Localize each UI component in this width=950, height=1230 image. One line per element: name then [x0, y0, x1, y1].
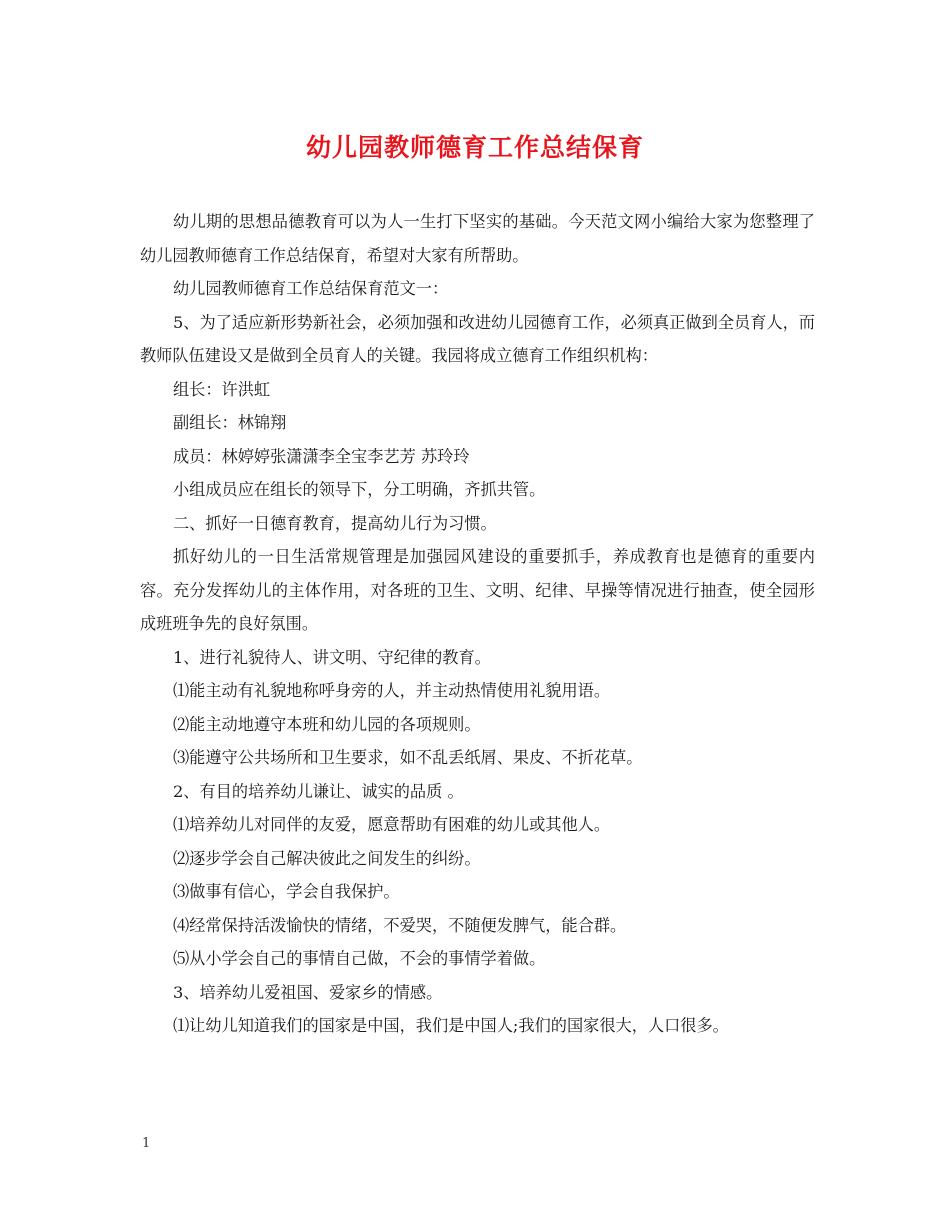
paragraph: 抓好幼儿的一日生活常规管理是加强园风建设的重要抓手，养成教育也是德育的重要内容。充分发挥幼儿的主体作用，对各班的卫生、文明、纪律、早操等情况进行抽查，使全园形成班班争先的良好氛围。	[140, 547, 815, 633]
paragraph: ⑵能主动地遵守本班和幼儿园的各项规则。	[173, 714, 481, 734]
paragraph: ⑵逐步学会自己解决彼此之间发生的纠纷。	[173, 848, 481, 868]
paragraph: ⑴培养幼儿对同伴的友爱，愿意帮助有困难的幼儿或其他人。	[173, 815, 611, 834]
paragraph: 1、进行礼貌待人、讲文明、守纪律的教育。	[173, 647, 491, 667]
paragraph: 成员：林婷婷张潇潇李全宝李艺芳 苏玲玲	[173, 446, 470, 466]
paragraph: ⑴能主动有礼貌地称呼身旁的人，并主动热情使用礼貌用语。	[173, 681, 611, 700]
paragraph: ⑸从小学会自己的事情自己做，不会的事情学着做。	[173, 949, 546, 968]
paragraph: 幼儿园教师德育工作总结保育范文一：	[173, 279, 449, 298]
page-number: 1	[142, 1136, 151, 1151]
document-title: 幼儿园教师德育工作总结保育	[305, 133, 644, 162]
paragraph: ⑷经常保持活泼愉快的情绪，不爱哭，不随便发脾气，能合群。	[173, 915, 627, 935]
paragraph: 副组长：林锦翔	[173, 413, 287, 432]
paragraph: 2、有目的培养幼儿谦让、诚实的品质 。	[173, 781, 464, 801]
paragraph: 幼儿期的思想品德教育可以为人一生打下坚实的基础。今天范文网小编给大家为您整理了幼儿园教师德育工作总结保育，希望对大家有所帮助。	[140, 212, 815, 265]
paragraph: 小组成员应在组长的领导下，分工明确，齐抓共管。	[173, 480, 546, 499]
paragraph: ⑶能遵守公共场所和卫生要求，如不乱丢纸屑、果皮、不折花草。	[173, 748, 643, 767]
document-body	[140, 205, 815, 1043]
paragraph: 5、为了适应新形势新社会，必须加强和改进幼儿园德育工作，必须真正做到全员育人，而教师队伍建设又是做到全员育人的关键。我园将成立德育工作组织机构：	[140, 312, 815, 365]
paragraph: 组长：许洪虹	[173, 379, 271, 399]
paragraph: 3、培养幼儿爱祖国、爱家乡的情感。	[173, 982, 443, 1002]
paragraph: 二、抓好一日德育教育，提高幼儿行为习惯。	[173, 513, 497, 533]
paragraph: ⑴让幼儿知道我们的国家是中国，我们是中国人;我们的国家很大，人口很多。	[173, 1016, 729, 1035]
paragraph: ⑶做事有信心，学会自我保护。	[173, 882, 400, 901]
